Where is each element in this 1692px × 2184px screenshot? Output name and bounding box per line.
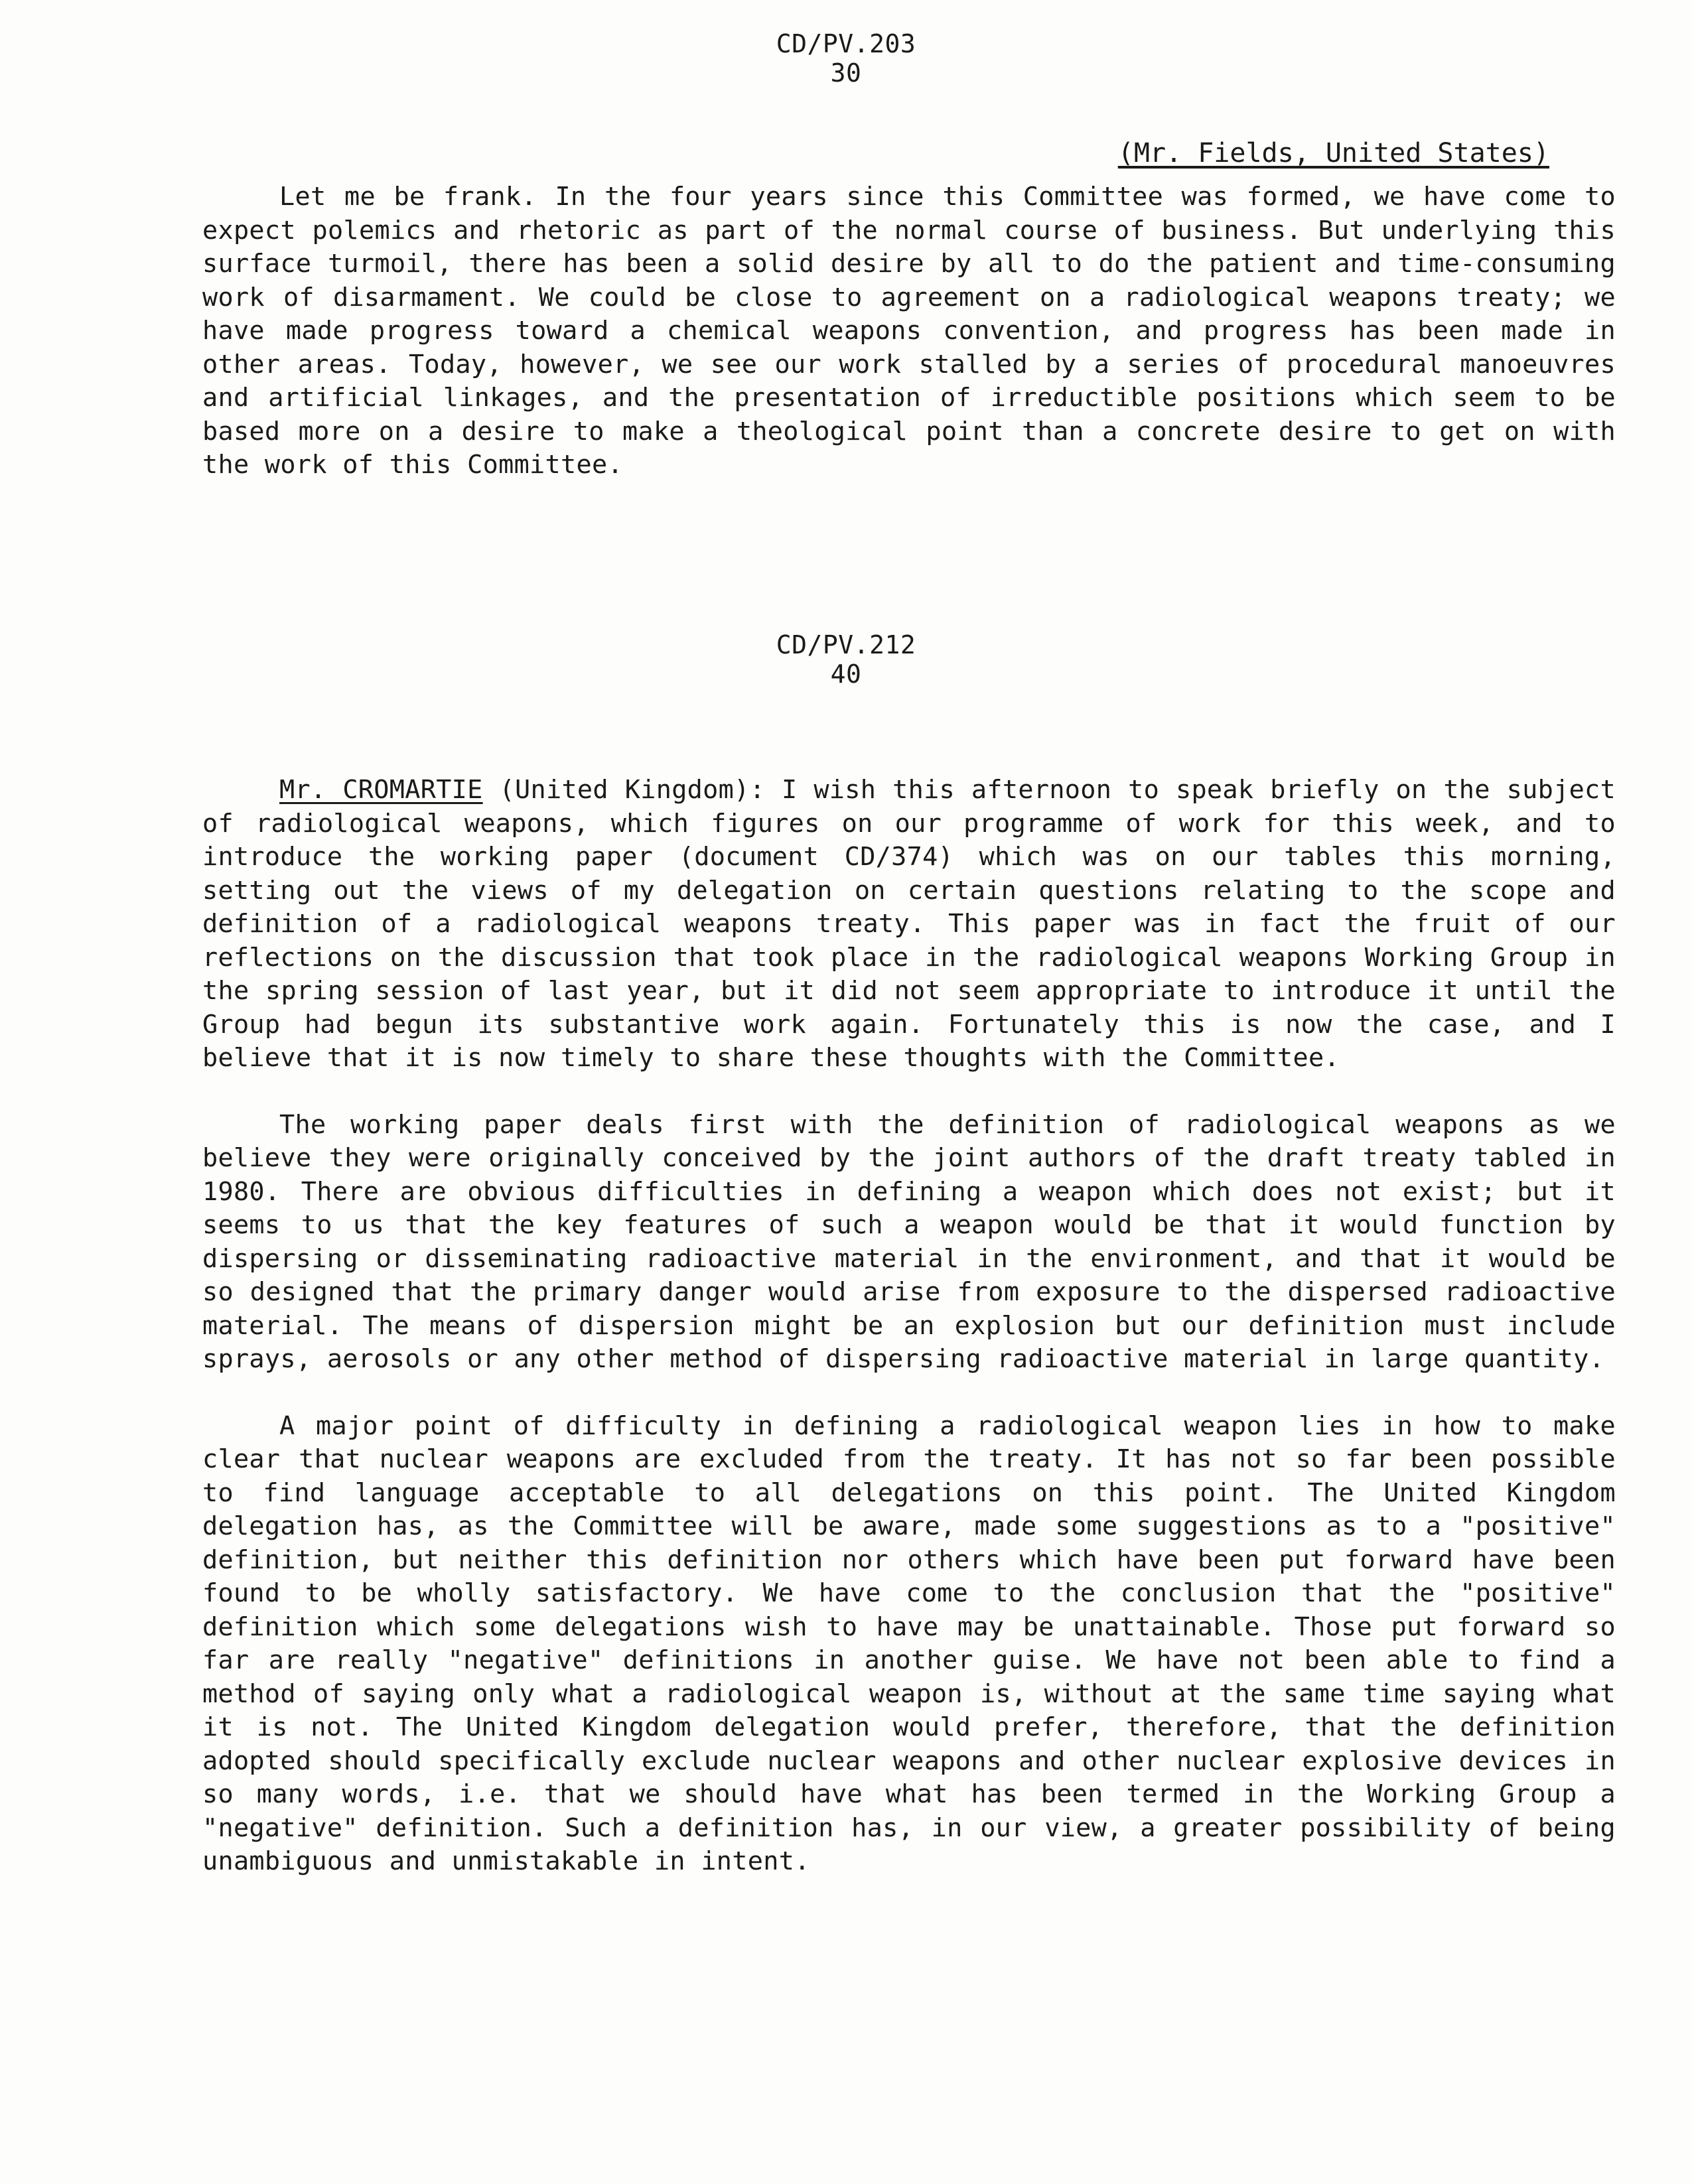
page-number: 40 [830,659,862,689]
paragraph: Let me be frank. In the four years since this Committee was formed, we have come to expect polemics and rhetoric as part of the normal course of business. But underlying this surface turmoil, there has been a solid desire by all to do the patient and time-consuming work of disarmament. We could be close to agreement on a radiological weapons treaty; we have made progress toward a chemical weapons convention, and progress has been made in other areas. Today, however, we see our work stalled by a series of procedural manoeuvres and artificial linkages, and the presentation of irreductible positions which seem to be based more on a desire to make a theological point than a concrete desire to get on with the work of this Committee. [202,182,1616,480]
paragraph: The working paper deals first with the definition of radiological weapons as we believe they were originally conceived by the joint authors of the draft treaty tabled in 1980. There are obvious difficulties in defining a weapon which does not exist; but it seems to us that the key features of such a weapon would be that it would function by dispersing or disseminating radioactive material in the environment, and that it would be so designed that the primary danger would arise from exposure to the dispersed radioactive material. The means of dispersion might be an explosion but our definition must include sprays, aerosols or any other method of dispersing radioactive material in large quantity. [202,1109,1616,1374]
document-symbol: CD/PV.203 [776,29,916,58]
paragraph: A major point of difficulty in defining a radiological weapon lies in how to make clear that nuclear weapons are excluded from the treaty. It has not so far been possible to find language acceptable to all delegations on this point. The United Kingdom delegation has, as the Committee will be aware, made some suggestions as to a "positive" definition, but neither this definition nor others which have been put forward have been found to be wholly satisfactory. We have come to the conclusion that the "positive" definition which some delegations wish to have may be unattainable. Those put forward so far are really "negative" definitions in another guise. We have not been able to find a method of saying only what a radiological weapon is, without at the same time saying what it is not. The United Kingdom delegation would prefer, therefore, that the definition adopted should specifically exclude nuclear weapons and other nuclear explosive devices in so many words, i.e. that we should have what has been termed in the Working Group a "negative" definition. Such a definition has, in our view, a greater possibility of being unambiguous and unmistakable in intent. [202,1410,1616,1876]
paragraph-intro [202,774,1616,1075]
speaker-name: Mr. CROMARTIE [279,775,483,805]
speaker-attribution: (Mr. Fields, United States) [1117,138,1549,169]
statement-excerpt-1 [202,180,1616,482]
document-reference-header-2 [0,630,1692,689]
page-number: 30 [830,58,862,88]
statement-excerpt-2 [202,774,1616,1879]
paragraph-text: (United Kingdom): I wish this afternoon to speak briefly on the subject of radiological weapons, which figures on our programme of work for this week, and to introduce the working paper (document CD/374) which was on our tables this morning, setting out the views of my delegation on certain questions relating to the scope and definition of a radiological weapons treaty. This paper was in fact the fruit of our reflections on the discussion that took place in the radiological weapons Working Group in the spring session of last year, but it did not seem appropriate to introduce it until the Group had begun its substantive work again. Fortunately this is now the case, and I believe that it is now timely to share these thoughts with the Committee. [202,775,1616,1073]
document-reference-header-1 [0,29,1692,88]
document-symbol: CD/PV.212 [776,630,916,659]
